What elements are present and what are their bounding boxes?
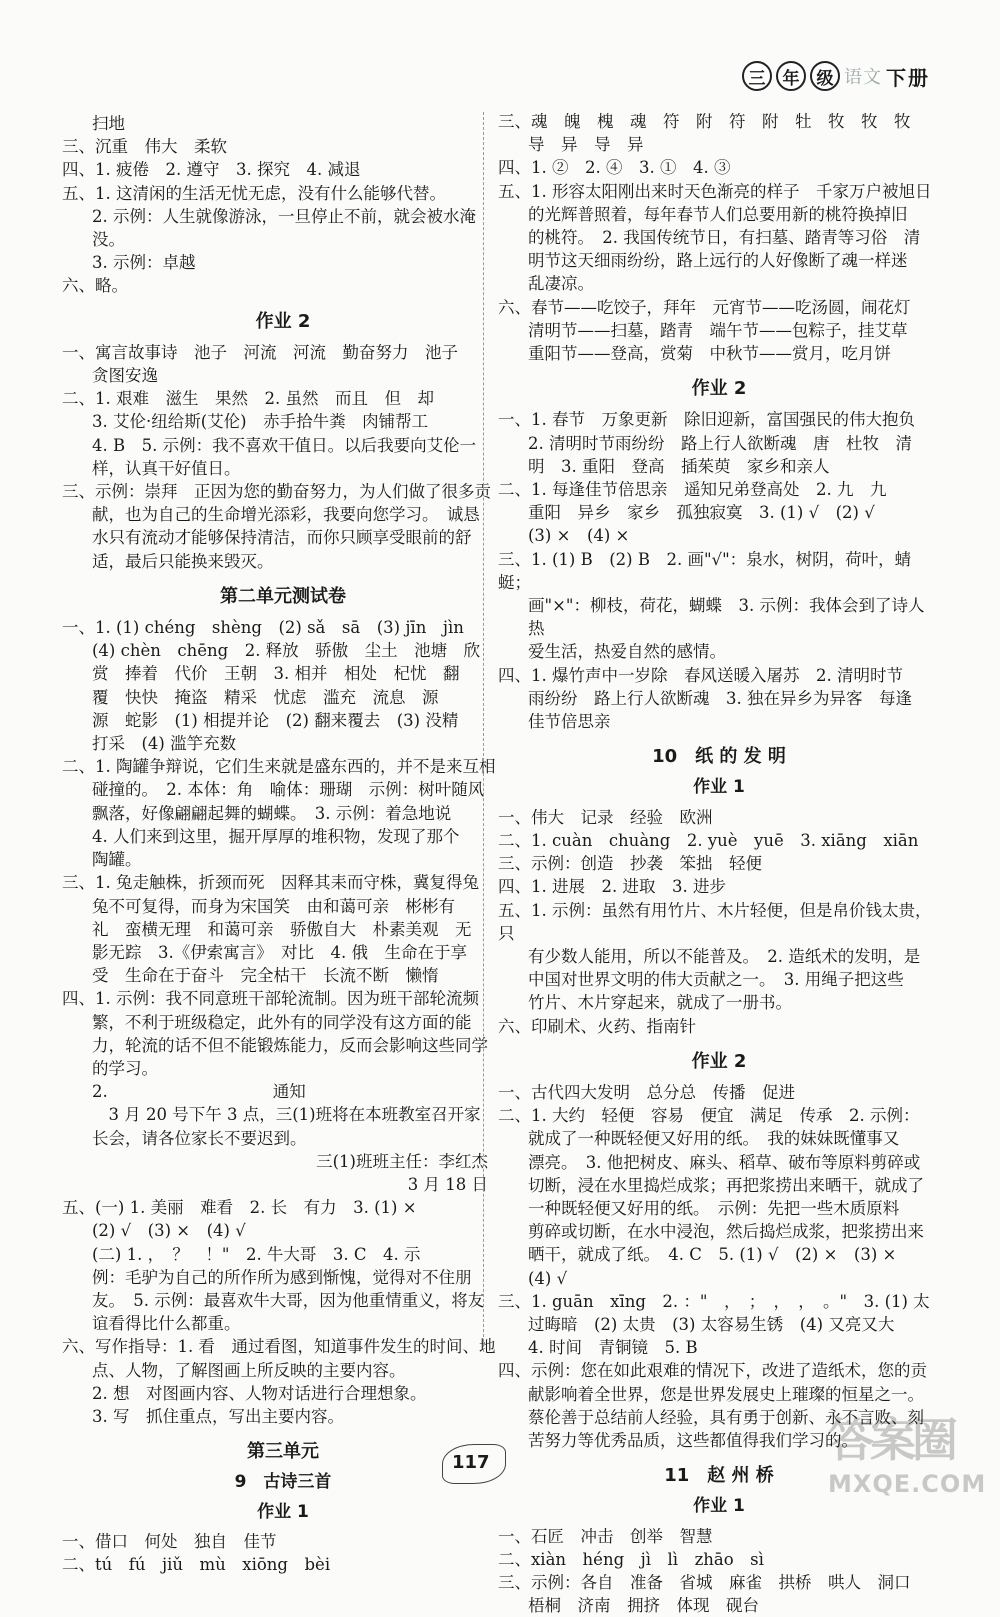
answer-line: 一、古代四大发明 总分总 传播 促进: [498, 1082, 795, 1102]
answer-line: 献，也为自己的生命增光添彩，我要向您学习。 诚恳: [92, 505, 480, 525]
answer-line: 飘落，好像翩翩起舞的蝴蝶。 3. 示例：着急地说: [92, 803, 452, 823]
answer-line: 就成了一种既轻便又好用的纸。 我的妹妹既懂事又: [528, 1129, 900, 1149]
answer-line: 苦努力等优秀品质，这些都值得我们学习的。: [528, 1430, 858, 1450]
watermark-url: MXQE.COM: [828, 1470, 987, 1498]
answer-line: (4) chèn chēng 2. 释放 骄傲 尘土 池塘 欣: [92, 641, 481, 661]
answer-line: 二、1. 大约 轻便 容易 便宜 满足 传承 2. 示例：: [498, 1106, 920, 1126]
answer-line: 二、1. 每逢佳节倍思亲 遥知兄弟登高处 2. 九 九: [498, 480, 887, 500]
answer-line: 的学习。: [92, 1058, 158, 1078]
answer-line: 2. 通知: [92, 1082, 306, 1102]
subsection-heading: 9 古诗三首: [234, 1472, 332, 1493]
grade-char-3: 级: [810, 61, 840, 91]
answer-line: 有少数人能用，所以不能普及。 2. 造纸术的发明，是: [528, 946, 921, 966]
answer-line: 四、1. 进展 2. 进取 3. 进步: [498, 877, 726, 897]
answer-line: 雨纷纷 路上行人欲断魂 3. 独在异乡为异客 每逢: [528, 688, 912, 708]
answer-line: 导 异 导 异: [528, 135, 644, 155]
left-answer-column: [62, 112, 504, 1576]
answer-line: 过晦暗 (2) 太贵 (3) 太容易生锈 (4) 又亮又大: [528, 1314, 895, 1334]
answer-line: 画"×"：柳枝，荷花，蝴蝶 3. 示例：我体会到了诗人热: [528, 596, 925, 639]
answer-line: 3. 示例：卓越: [92, 253, 196, 273]
answer-line: 五、(一) 1. 美丽 难看 2. 长 有力 3. (1) ×: [62, 1198, 417, 1218]
answer-line: 2. 想 对图画内容、人物对话进行合理想象。: [92, 1383, 427, 1403]
answer-line: (4) √: [528, 1268, 568, 1288]
answer-line: 漂亮。 3. 他把树皮、麻头、稻草、破布等原料剪碎或: [528, 1152, 921, 1172]
answer-line: 的光辉普照着，每年春节人们总要用新的桃符换掉旧: [528, 204, 908, 224]
answer-line: 四、1. 示例：我不同意班干部轮流制。因为班干部轮流频: [62, 989, 479, 1009]
answer-line: 碰撞的。 2. 本体：角 喻体：珊瑚 示例：树叶随风: [92, 780, 485, 800]
answer-line: 点、人物，了解图画上所反映的主要内容。: [92, 1360, 406, 1380]
answer-line: 佳节倍思亲: [528, 712, 611, 732]
book-header: [742, 58, 930, 94]
answer-line: 3 月 20 号下午 3 点，三(1)班将在本班教室召开家: [92, 1105, 481, 1125]
answer-line: 晒干，就成了纸。 4. C 5. (1) √ (2) × (3) ×: [528, 1245, 897, 1265]
answer-line: 源 蛇影 (1) 相提并论 (2) 翻来覆去 (3) 没精: [92, 710, 459, 730]
answer-line: 兔不可复得，而身为宋国笑 由和蔼可亲 彬彬有: [92, 896, 455, 916]
answer-line: 一、寓言故事诗 池子 河流 河流 勤奋努力 池子: [62, 342, 458, 362]
signature-line: 三(1)班班主任：李红杰: [316, 1151, 488, 1171]
answer-line: 一、1. (1) chéng shèng (2) sǎ sā (3) jīn jìn: [62, 618, 464, 638]
answer-line: 贪图安逸: [92, 366, 158, 386]
answer-line: 的桃符。 2. 我国传统节日，有扫墓、踏青等习俗 清: [528, 228, 921, 248]
section-heading: 11 赵 州 桥: [664, 1465, 774, 1487]
answer-line: 样，认真干好值日。: [92, 458, 241, 478]
answer-line: 四、1. ② 2. ④ 3. ① 4. ③: [498, 158, 731, 178]
answer-line: 六、印刷术、火药、指南针: [498, 1016, 696, 1036]
answer-line: 六、写作指导：1. 看 通过看图，知道事件发生的时间、地: [62, 1337, 496, 1357]
subsection-heading: 作业 1: [257, 1501, 309, 1522]
answer-line: 三、魂 魄 槐 魂 符 附 符 附 牡 牧 牧 牧: [498, 112, 911, 131]
signature-line: 3 月 18 日: [407, 1174, 488, 1194]
answer-line: 繁，不利于班级稳定，此外有的同学没有这方面的能: [92, 1012, 472, 1032]
answer-line: 赏 捧着 代价 王朝 3. 相并 相处 杞忧 翻: [92, 664, 460, 684]
answer-line: 一、伟大 记录 经验 欧洲: [498, 807, 713, 827]
answer-line: 友。 5. 示例：最喜欢牛大哥，因为他重情重义，将友: [92, 1290, 485, 1310]
answer-line: 中国对世界文明的伟大贡献之一。 3. 用绳子把这些: [528, 970, 904, 990]
answer-line: 长会，请各位家长不要迟到。: [92, 1128, 307, 1148]
answer-line: 献影响着全世界，您是世界发展史上璀璨的恒星之一。: [528, 1384, 924, 1404]
answer-line: 清明节——扫墓，踏青 端午节——包粽子，挂艾草: [528, 320, 908, 340]
answer-line: (二) 1. ， ？ ！" 2. 牛大哥 3. C 4. 示: [92, 1244, 421, 1264]
answer-line: 3. 艾伦·纽给斯(艾伦) 赤手拾牛粪 肉铺帮工: [92, 412, 429, 432]
answer-line: 4. B 5. 示例：我不喜欢干值日。以后我要向艾伦一: [92, 435, 477, 455]
answer-line: 一、石匠 冲击 创举 智慧: [498, 1526, 713, 1546]
grade-char-1: 三: [742, 61, 772, 91]
section-heading: 第二单元测试卷: [220, 585, 346, 607]
answer-line: 三、示例：崇拜 正因为您的勤奋努力，为人们做了很多贡: [62, 482, 491, 502]
answer-line: 爱生活，热爱自然的感情。: [528, 642, 726, 662]
answer-line: (2) √ (3) × (4) √: [92, 1221, 246, 1241]
answer-line: 3. 写 抓住重点，写出主要内容。: [92, 1406, 344, 1426]
answer-line: 二、1. cuàn chuàng 2. yuè yuē 3. xiāng xiān: [498, 830, 919, 850]
answer-line: 例：毛驴为自己的所作所为感到惭愧，觉得对不住朋: [92, 1267, 472, 1287]
answer-line: 2. 示例：人生就像游泳，一旦停止不前，就会被水淹没。: [92, 206, 476, 250]
answer-line: 陶罐。: [92, 850, 142, 870]
answer-line: 力，轮流的话不但不能锻炼能力，反而会影响这些同学: [92, 1035, 488, 1055]
subsection-heading: 作业 1: [693, 777, 745, 798]
answer-line: 五、1. 形容太阳刚出来时天色渐亮的样子 千家万户被旭日: [498, 181, 932, 201]
subsection-heading: 作业 1: [693, 1496, 745, 1517]
answer-line: 一、借口 何处 独自 佳节: [62, 1531, 277, 1551]
answer-line: 影无踪 3.《伊索寓言》 对比 4. 俄 生命在于享: [92, 942, 467, 962]
subject-label: 语文: [844, 67, 882, 88]
answer-line: 乱凄凉。: [528, 274, 594, 294]
answer-line: 受 生命在于奋斗 完全枯干 长流不断 懒惰: [92, 966, 439, 986]
answer-line: 4. 时间 青铜镜 5. B: [528, 1338, 698, 1358]
answer-line: 二、1. 陶罐争辩说，它们生来就是盛东西的，并不是来互相: [62, 757, 496, 777]
section-heading: 作业 2: [691, 378, 747, 400]
answer-line: 五、1. 这清闲的生活无忧无虑，没有什么能够代替。: [62, 183, 446, 203]
watermark-logo: [828, 1404, 987, 1498]
answer-line: 一、1. 春节 万象更新 除旧迎新，富国强民的伟大抱负: [498, 410, 915, 430]
answer-line: 谊看得比什么都重。: [92, 1314, 241, 1334]
grade-char-2: 年: [776, 61, 806, 91]
answer-line: 五、1. 示例：虽然有用竹片、木片轻便，但是帛价钱太贵，只: [498, 900, 932, 943]
answer-line: 蔡伦善于总结前人经验，具有勇于创新、永不言败、刻: [528, 1407, 924, 1427]
answer-line: 打采 (4) 滥竽充数: [92, 734, 237, 754]
answer-line: (3) × (4) ×: [528, 526, 630, 546]
answer-line: 2. 清明时节雨纷纷 路上行人欲断魂 唐 杜牧 清: [528, 433, 912, 453]
answer-line: 三、示例：各自 准备 省城 麻雀 拱桥 哄人 洞口: [498, 1572, 911, 1592]
answer-line: 三、示例：创造 抄袭 笨拙 轻便: [498, 854, 762, 874]
answer-line: 二、xiàn héng jì lì zhāo sì: [498, 1549, 764, 1569]
answer-line: 四、1. 爆竹声中一岁除 春风送暖入屠苏 2. 清明时节: [498, 665, 903, 685]
answer-line: 4. 人们来到这里，掘开厚厚的堆积物，发现了那个: [92, 826, 460, 846]
answer-line: 三、1. 兔走触株，折颈而死 因释其耒而守株，冀复得兔: [62, 873, 479, 893]
section-heading: 第三单元: [247, 1441, 319, 1463]
section-heading: 10 纸 的 发 明: [652, 746, 786, 768]
page-number: 117: [452, 1452, 490, 1473]
answer-line: 适，最后只能换来毁灭。: [92, 551, 274, 571]
answer-line: 三、1. guān xīng 2. ：" ， ； ， ， 。" 3. (1) 太: [498, 1291, 930, 1311]
answer-line: 二、tú fú jiǔ mù xiōng bèi: [62, 1554, 331, 1574]
answer-line: 三、1. (1) B (2) B 2. 画"√"：泉水，树阴，荷叶，蜻蜓；: [498, 549, 912, 592]
answer-line: 明节这天细雨纷纷，路上远行的人好像断了魂一样迷: [528, 251, 908, 271]
right-answer-column: [498, 110, 940, 1617]
answer-line: 覆 快快 掩盗 精采 忧虑 滥充 流息 源: [92, 687, 439, 707]
answer-line: 剪碎或切断，在水中浸泡，然后捣烂成浆，把浆捞出来: [528, 1222, 924, 1242]
section-heading: 作业 2: [255, 310, 311, 332]
answer-line: 重阳节——登高，赏菊 中秋节——赏月，吃月饼: [528, 344, 891, 364]
answer-line: 竹片、木片穿起来，就成了一册书。: [528, 993, 792, 1013]
answer-line: 六、春节——吃饺子，拜年 元宵节——吃汤圆，闹花灯: [498, 297, 911, 317]
answer-line: 扫地: [92, 114, 125, 133]
answer-line: 切断，浸在水里捣烂成浆；再把浆捞出来晒干，就成了: [528, 1175, 924, 1195]
section-heading: 作业 2: [691, 1050, 747, 1072]
term-label: 下册: [886, 65, 930, 90]
answer-line: 水只有流动才能够保持清洁，而你只顾享受眼前的舒: [92, 528, 472, 548]
answer-line: 礼 蛮横无理 和蔼可亲 骄傲自大 朴素美观 无: [92, 919, 472, 939]
answer-line: 梧桐 济南 拥挤 体现 砚台: [528, 1596, 759, 1616]
answer-line: 三、沉重 伟大 柔软: [62, 137, 227, 157]
answer-line: 二、1. 艰难 滋生 果然 2. 虽然 而且 但 却: [62, 389, 434, 409]
answer-line: 六、略。: [62, 276, 128, 296]
answer-line: 四、示例：您在如此艰难的情况下，改进了造纸术，您的贡: [498, 1361, 927, 1381]
answer-line: 四、1. 疲倦 2. 遵守 3. 探究 4. 减退: [62, 160, 361, 180]
answer-line: 重阳 异乡 家乡 孤独寂寞 3. (1) √ (2) √: [528, 503, 875, 523]
column-divider: [483, 112, 484, 1352]
watermark-text: 答案圈: [828, 1413, 954, 1467]
answer-line: 一种既轻便又好用的纸。 示例：先把一些木质原料: [528, 1198, 900, 1218]
answer-line: 明 3. 重阳 登高 插茱萸 家乡和亲人: [528, 456, 830, 476]
